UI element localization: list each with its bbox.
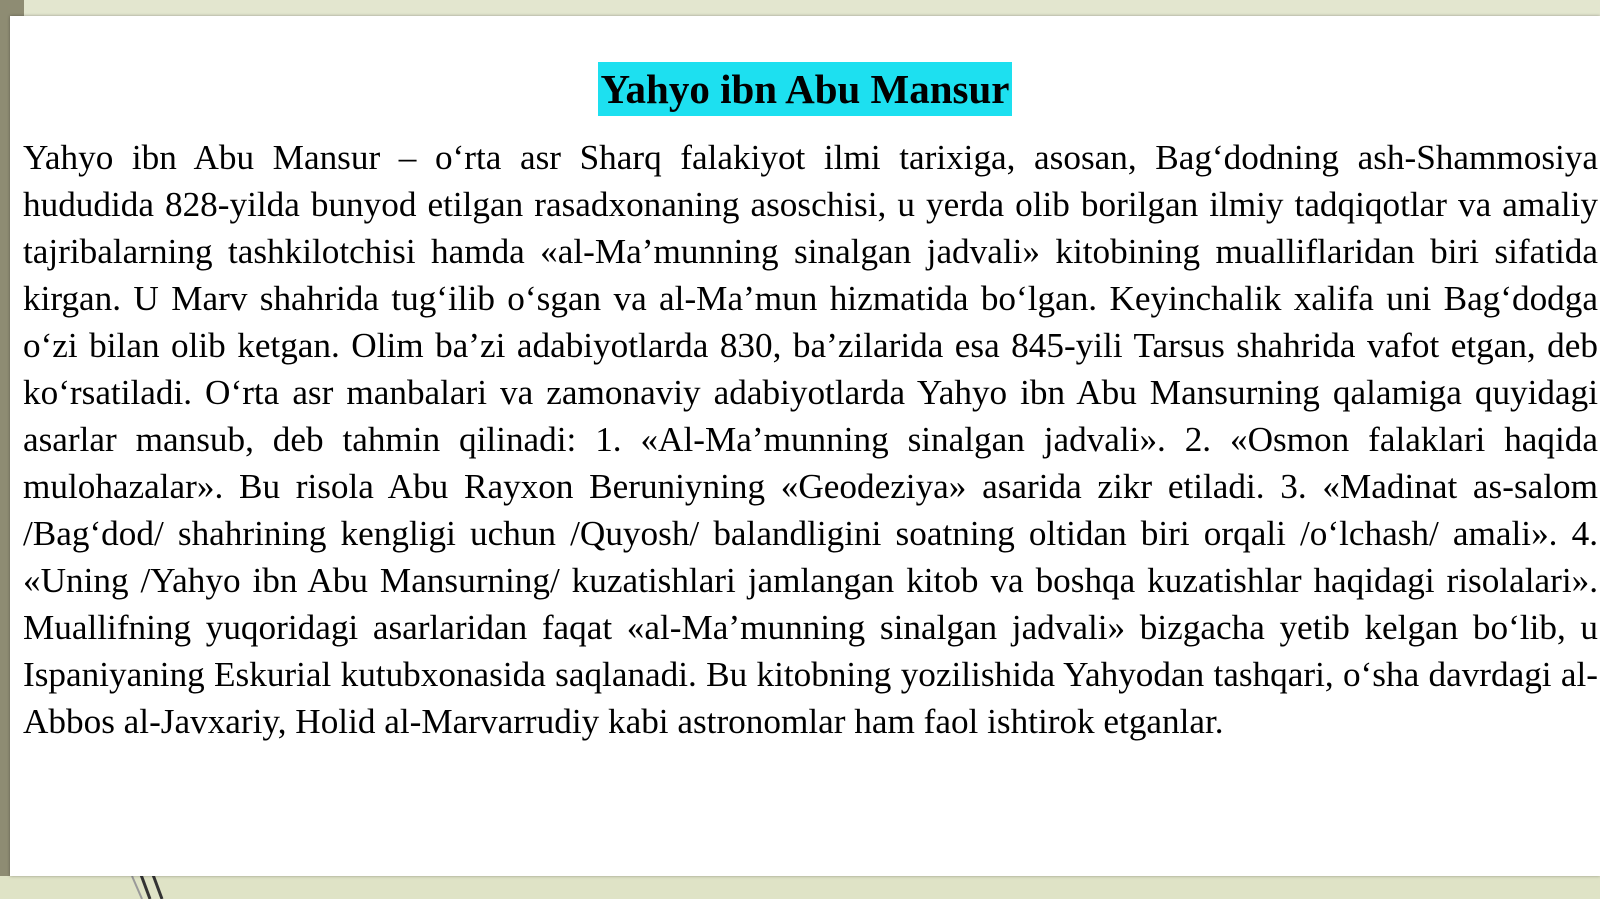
title-container	[10, 62, 1600, 116]
slide-content	[10, 16, 1600, 876]
top-border	[0, 0, 1600, 16]
decorative-stripes	[130, 872, 200, 899]
slide-body-text: Yahyo ibn Abu Mansur – o‘rta asr Sharq falakiyot ilmi tarixiga, asosan, Bag‘dodning ash-Shammosiya hududida 828-yilda bunyod etilgan rasadxonaning asoschisi, u yerda olib borilgan ilmiy tadqiqotlar va amaliy tajribalarning tashkilotchisi hamda «al-Ma’munning sinalgan jadvali» kitobining mualliflaridan biri sifatida kirgan. U Marv shahrida tug‘ilib o‘sgan va al-Ma’mun hizmatida bo‘lgan. Keyinchalik xalifa uni Bag‘dodga o‘zi bilan olib ketgan. Olim ba’zi adabiyotlarda 830, ba’zilarida esa 845-yili Tarsus shahrida vafot etgan, deb ko‘rsatiladi. O‘rta asr manbalari va zamonaviy adabiyotlarda Yahyo ibn Abu Mansurning qalamiga quyidagi asarlar mansub, deb tahmin qilinadi: 1. «Al-Ma’munning sinalgan jadvali». 2. «Osmon falaklari haqida mulohazalar». Bu risola Abu Rayxon Beruniyning «Geodeziya» asarida zikr etiladi. 3. «Madinat as-salom /Bag‘dod/ shahrining kengligi uchun /Quyosh/ balandligini soatning oltidan biri orqali /o‘lchash/ amali». 4. «Uning /Yahyo ibn Abu Mansurning/ kuzatishlari jamlangan kitob va boshqa kuzatishlar haqidagi risolalari». Muallifning yuqoridagi asarlaridan faqat «al-Ma’munning sinalgan jadvali» bizgacha yetib kelgan bo‘lib, u Ispaniyaning Eskurial kutubxonasida saqlanadi. Bu kitobning yozilishida Yahyodan tashqari, o‘sha davrdagi al-Abbos al-Javxariy, Holid al-Marvarrudiy kabi astronomlar ham faol ishtirok etganlar.	[23, 138, 1598, 741]
slide-title: Yahyo ibn Abu Mansur	[598, 62, 1011, 116]
bottom-border	[0, 876, 1600, 899]
